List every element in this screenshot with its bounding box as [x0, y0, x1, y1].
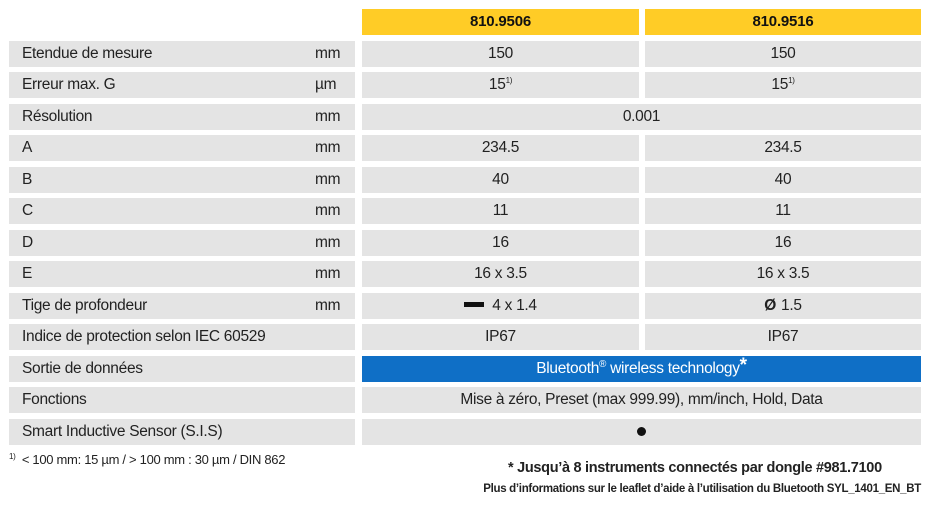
footnote [9, 452, 285, 467]
value-shared: 0.001 [362, 104, 921, 130]
value-model-1: 16 [362, 230, 639, 256]
value-model-2 [645, 72, 921, 98]
table-row [0, 261, 935, 287]
value-text: 1.5 [781, 297, 802, 314]
bluetooth-text: Bluetooth [536, 360, 600, 377]
value-model-1 [362, 72, 639, 98]
row-label: Tige de profondeur [22, 297, 148, 314]
table-row [0, 293, 935, 319]
table-row [0, 167, 935, 193]
row-label-cell [9, 104, 355, 130]
row-label: D [22, 234, 33, 251]
footnote-text: < 100 mm: 15 µm / > 100 mm : 30 µm / DIN 862 [18, 452, 286, 467]
value-model-1: 150 [362, 41, 639, 67]
row-label-cell [9, 135, 355, 161]
asterisk-note: * [739, 355, 747, 376]
header-model-2: 810.9516 [645, 9, 921, 35]
row-label-cell [9, 293, 355, 319]
row-label-cell [9, 419, 355, 445]
row-label: Etendue de mesure [22, 45, 153, 62]
dongle-note: * Jusqu’à 8 instruments connectés par dongle #981.7100 [508, 460, 882, 476]
table-row [0, 198, 935, 224]
row-label-cell [9, 41, 355, 67]
value-model-2: IP67 [645, 324, 921, 350]
value-model-2 [645, 293, 921, 319]
row-unit: mm [315, 139, 341, 156]
footnote-mark: 1) [9, 452, 16, 461]
row-label: Indice de protection selon IEC 60529 [22, 328, 266, 345]
footnote-ref: 1) [505, 76, 513, 85]
value-model-1 [362, 293, 639, 319]
value-shared: Mise à zéro, Preset (max 999.99), mm/inch, Hold, Data [362, 387, 921, 413]
table-row [0, 419, 935, 445]
table-row [0, 387, 935, 413]
value-shared [362, 419, 921, 445]
value-model-2: 40 [645, 167, 921, 193]
value-model-2: 16 [645, 230, 921, 256]
row-unit: µm [315, 76, 337, 93]
value-model-1: 16 x 3.5 [362, 261, 639, 287]
value-model-2: 16 x 3.5 [645, 261, 921, 287]
row-label: C [22, 202, 33, 219]
row-label: Résolution [22, 108, 93, 125]
row-label-cell [9, 72, 355, 98]
row-unit: mm [315, 108, 341, 125]
value-model-2: 11 [645, 198, 921, 224]
value-model-1: 40 [362, 167, 639, 193]
table-row [0, 230, 935, 256]
row-label-cell [9, 230, 355, 256]
diameter-symbol: Ø [764, 297, 777, 314]
table-row [0, 356, 935, 382]
row-unit: mm [315, 171, 341, 188]
row-unit: mm [315, 297, 341, 314]
row-label: E [22, 265, 33, 282]
row-unit: mm [315, 234, 341, 251]
footnote-ref: 1) [788, 76, 795, 85]
value-model-2: 150 [645, 41, 921, 67]
row-label: Erreur max. G [22, 76, 116, 93]
row-unit: mm [315, 202, 341, 219]
row-label: Fonctions [22, 391, 87, 408]
bluetooth-banner [362, 356, 921, 382]
row-label: Smart Inductive Sensor (S.I.S) [22, 423, 223, 440]
table-row [0, 72, 935, 98]
value-text: 4 x 1.4 [492, 297, 537, 314]
row-label: Sortie de données [22, 360, 143, 377]
value-model-2: 234.5 [645, 135, 921, 161]
row-label-cell [9, 324, 355, 350]
row-unit: mm [315, 45, 341, 62]
row-label-cell [9, 198, 355, 224]
row-label: A [22, 139, 33, 156]
leaflet-note: Plus d’informations sur le leaflet d’aide à l’utilisation du Bluetooth SYL_1401_EN_BT [483, 483, 921, 495]
value-model-1: 11 [362, 198, 639, 224]
header-model-1: 810.9506 [362, 9, 639, 35]
rectangular-bar-icon [464, 302, 484, 307]
bluetooth-rest: wireless technology [606, 360, 740, 377]
registered-mark: ® [599, 359, 607, 370]
table-row [0, 104, 935, 130]
row-label-cell [9, 387, 355, 413]
value-text: 15 [771, 76, 789, 93]
row-label-cell [9, 356, 355, 382]
filled-dot-icon [637, 427, 646, 436]
value-text: 15 [488, 76, 506, 93]
table-row [0, 135, 935, 161]
row-label: B [22, 171, 33, 188]
row-label-cell [9, 261, 355, 287]
row-label-cell [9, 167, 355, 193]
table-row [0, 324, 935, 350]
value-model-1: IP67 [362, 324, 639, 350]
row-unit: mm [315, 265, 341, 282]
value-model-1: 234.5 [362, 135, 639, 161]
table-row [0, 41, 935, 67]
